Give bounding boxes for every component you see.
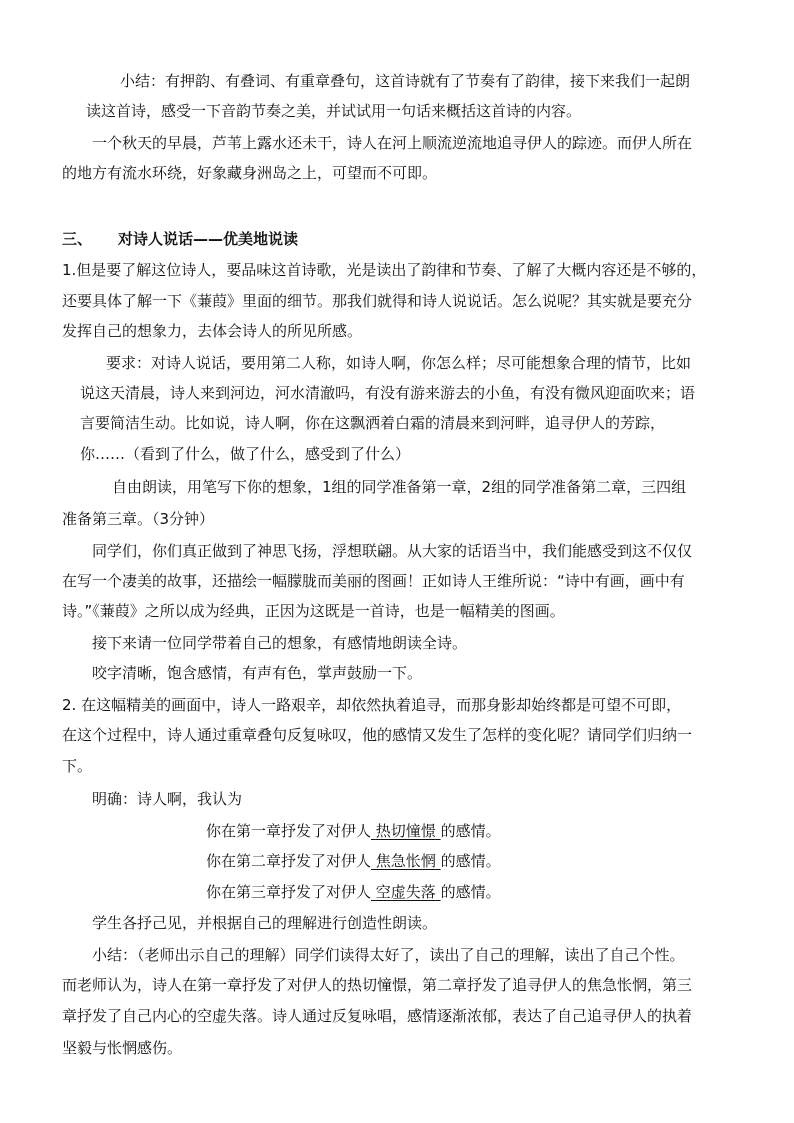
- section-title: 对诗人说话——优美地说读: [118, 230, 299, 248]
- p1-line3: 发挥自己的想象力，去体会诗人的所见所感。: [62, 322, 363, 340]
- chapter2-line: [206, 850, 501, 872]
- req-line3: 言要简洁生动。比如说，诗人啊，你在这飘洒着白霜的清晨来到河畔，追寻伊人的芳踪，: [80, 414, 666, 432]
- autumn-line2: 的地方有流水环绕，好象藏身洲岛之上，可望而不可即。: [62, 164, 438, 182]
- summary1-line2: 读这首诗，感受一下音韵节奏之美，并试试用一句话来概括这首诗的内容。: [86, 102, 582, 120]
- clarify-label: 明确：诗人啊，我认为: [92, 790, 243, 808]
- chapter2-answer: 焦急怅惘: [375, 852, 436, 870]
- free-line1: 自由朗读，用笔写下你的想象，1组的同学准备第一章，2组的同学准备第二章，三四组: [112, 478, 687, 496]
- chapter3-prefix: 你在第三章抒发了对伊人: [206, 883, 372, 901]
- chapter3-line: [206, 881, 501, 903]
- chapter2-suffix: 的感情。: [440, 852, 501, 870]
- p1-line1: 1.但是要了解这位诗人，要品味这首诗歌，光是读出了韵律和节奏、了解了大概内容还是不够的，: [62, 261, 707, 279]
- section-number: 三、: [62, 230, 93, 248]
- p2-line2: 在这个过程中，诗人通过重章叠句反复咏叹，他的感情又发生了怎样的变化呢？请同学们归纳一: [62, 726, 693, 744]
- chapter1-line: [206, 820, 501, 842]
- chapter1-prefix: 你在第一章抒发了对伊人: [206, 822, 372, 840]
- praise-line2: 在写一个凄美的故事，还描绘一幅朦胧而美丽的图画！正如诗人王维所说：“诗中有画，画中有: [62, 572, 685, 590]
- autumn-line1: 一个秋天的早晨，芦苇上露水还未干，诗人在河上顺流逆流地追寻伊人的踪迹。而伊人所在: [92, 134, 693, 152]
- applause: 咬字清晰，饱含感情，有声有色，掌声鼓励一下。: [92, 664, 423, 682]
- p2-line3: 下。: [62, 757, 93, 775]
- chapter1-suffix: 的感情。: [440, 822, 501, 840]
- chapter1-answer: 热切憧憬: [375, 822, 436, 840]
- praise-line3: 诗。”《蒹葭》之所以成为经典，正因为这既是一首诗，也是一幅精美的图画。: [62, 602, 565, 620]
- chapter3-answer: 空虚失落: [375, 883, 436, 901]
- summary2-line3: 章抒发了自己内心的空虚失落。诗人通过反复咏唱，感情逐渐浓郁，表达了自己追寻伊人的执着: [62, 1007, 693, 1025]
- summary2-line2: 而老师认为，诗人在第一章抒发了对伊人的热切憧憬，第二章抒发了追寻伊人的焦急怅惘，第三: [62, 976, 693, 994]
- praise-line1: 同学们，你们真正做到了神思飞扬，浮想联翩。从大家的话语当中，我们能感受到这不仅仅: [92, 542, 693, 560]
- free-line2: 准备第三章。（3分钟）: [62, 510, 215, 528]
- req-line4: 你……（看到了什么，做了什么，感受到了什么）: [80, 445, 411, 463]
- students-reading: 学生各抒己见，并根据自己的理解进行创造性朗读。: [92, 914, 438, 932]
- p2-line1: 2. 在这幅精美的画面中，诗人一路艰辛，却依然执着追寻，而那身影却始终都是可望不可即，: [62, 696, 682, 714]
- summary2-line1: 小结：（老师出示自己的理解）同学们读得太好了，读出了自己的理解，读出了自己个性。: [92, 946, 685, 964]
- req-line1: 要求：对诗人说话，要用第二人称，如诗人啊，你怎么样；尽可能想象合理的情节，比如: [106, 354, 692, 372]
- p1-line2: 还要具体了解一下《蒹葭》里面的细节。那我们就得和诗人说说话。怎么说呢？其实就是要充分: [62, 292, 693, 310]
- next-reader: 接下来请一位同学带着自己的想象，有感情地朗读全诗。: [92, 634, 468, 652]
- chapter2-prefix: 你在第二章抒发了对伊人: [206, 852, 372, 870]
- req-line2: 说这天清晨，诗人来到河边，河水清澈吗，有没有游来游去的小鱼，有没有微风迎面吹来；语: [80, 384, 696, 402]
- summary2-line4: 坚毅与怅惘感伤。: [62, 1039, 183, 1057]
- chapter3-suffix: 的感情。: [440, 883, 501, 901]
- summary1-line1: 小结：有押韵、有叠词、有重章叠句，这首诗就有了节奏有了韵律，接下来我们一起朗: [120, 72, 691, 90]
